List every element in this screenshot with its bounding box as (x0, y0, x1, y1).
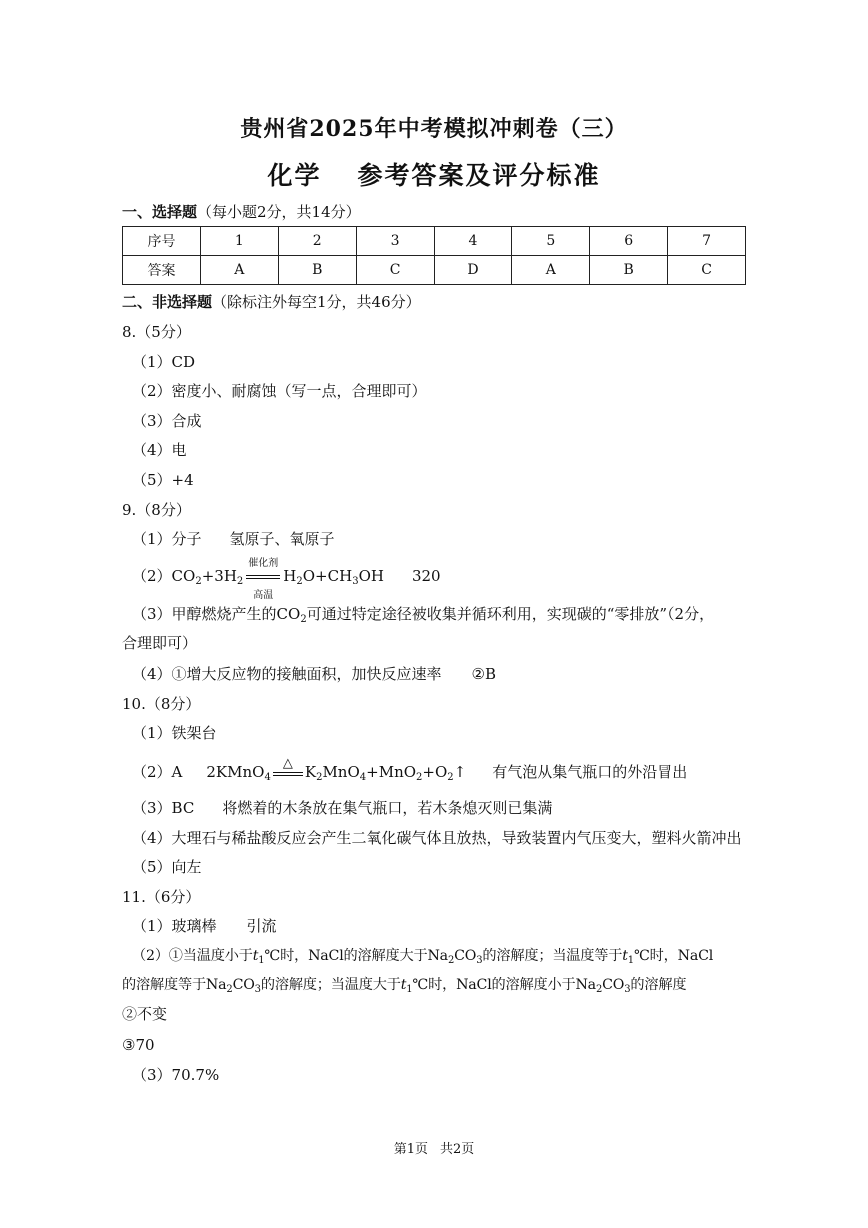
table-header-number: 序号 (123, 227, 201, 256)
q11-answer-2-part2: ②不变 (122, 1005, 168, 1023)
equation-text: MnO (322, 763, 360, 781)
subscript: 2 (447, 955, 455, 966)
condition-high-temp: 高温 (253, 590, 274, 601)
q9-answer-3-cont: 合理即可） (122, 634, 198, 652)
section1-header (122, 202, 361, 222)
table-cell: 3 (356, 227, 434, 256)
subscript: 2 (316, 772, 323, 783)
subscript: 3 (476, 955, 483, 966)
subscript: 2 (595, 984, 603, 995)
q11-answer-1 (132, 916, 277, 936)
q8-header: 8.（5分） (122, 323, 191, 341)
q10-a3-part2: 将燃着的木条放在集气瓶口，若木条熄灭则已集满 (222, 799, 553, 817)
q10-answer-2 (132, 756, 688, 783)
subscript: 1 (406, 984, 413, 995)
subtitle-text: 参考答案及评分标准 (357, 161, 601, 190)
table-cell: A (512, 256, 590, 285)
q10-header: 10.（8分） (122, 695, 201, 713)
subscript: 3 (254, 984, 261, 995)
table-cell: A (200, 256, 278, 285)
q11-text: ℃时，NaCl的溶解度大于Na (264, 948, 448, 964)
q11-answer-2-part3: ③70 (122, 1036, 155, 1054)
table-cell: D (434, 256, 512, 285)
q11-text: CO (454, 948, 477, 964)
table-header-answer: 答案 (123, 256, 201, 285)
equation-text: +MnO (366, 763, 417, 781)
q9-header: 9.（8分） (122, 501, 191, 519)
q9-a1-part2: 氢原子、氧原子 (229, 530, 335, 548)
subject-label: 化学 (267, 161, 322, 190)
q11-a1-part2: 引流 (246, 917, 277, 935)
q9-a2-value: 320 (411, 567, 441, 585)
q9-a2-text: H (283, 567, 297, 585)
table-cell: 4 (434, 227, 512, 256)
q10-answer-4: （4）大理石与稀盐酸反应会产生二氧化碳气体且放热，导致装置内气压变大，塑料火箭冲出 (132, 829, 742, 847)
subscript: 2 (416, 772, 423, 783)
q9-answer-3 (132, 604, 714, 624)
q9-a3-text: 可通过特定途径被收集并循环利用，实现碳的“零排放”（2分， (306, 605, 715, 623)
subscript: 1 (627, 955, 634, 966)
section2-lead: 二、非选择题 (122, 293, 213, 311)
q9-answer-2 (132, 558, 441, 601)
q10-answer-5: （5）向左 (132, 858, 202, 876)
q11-text: ℃时，NaCl的溶解度小于Na (412, 977, 596, 993)
section2-note: （除标注外每空1分，共46分） (212, 293, 421, 311)
subscript: 2 (300, 614, 307, 625)
subscript: 2 (236, 576, 244, 587)
q11-a1-part1: （1）玻璃棒 (132, 917, 217, 935)
q8-answer-2: （2）密度小、耐腐蚀（写一点，合理即可） (132, 382, 427, 400)
q11-text: ℃时，NaCl (633, 948, 714, 964)
q11-text: 的溶解度；当温度大于 (260, 977, 401, 993)
equation-text: K (304, 763, 317, 781)
page-total: 共2页 (440, 1142, 475, 1157)
table-row-numbers (123, 227, 746, 256)
q10-answer-1: （1）铁架台 (132, 724, 217, 742)
q11-text: （2）①当温度小于 (132, 948, 253, 964)
q11-text: 的溶解度等于Na (122, 977, 227, 993)
q9-a4-part1: （4）①增大反应物的接触面积，加快反应速率 (132, 665, 442, 683)
table-cell: 5 (512, 227, 590, 256)
q9-a2-text: O+CH (302, 567, 353, 585)
q9-a4-part2: ②B (471, 665, 497, 683)
q11-header: 11.（6分） (122, 888, 201, 906)
q10-a3-part1: （3）BC (132, 799, 195, 817)
q10-a2-part2: 有气泡从集气瓶口的外沿冒出 (492, 763, 688, 781)
table-row-answers (123, 256, 746, 285)
q11-answer-2-line2 (122, 975, 686, 995)
q11-answer-2-line1 (132, 946, 713, 966)
subscript: 3 (624, 984, 631, 995)
subscript: 4 (359, 772, 367, 783)
table-cell: B (590, 256, 668, 285)
table-cell: C (668, 256, 746, 285)
subscript: 2 (447, 772, 454, 783)
q9-a2-text: OH (358, 567, 384, 585)
subscript: 2 (296, 576, 303, 587)
table-cell: 1 (200, 227, 278, 256)
q9-a1-part1: （1）分子 (132, 530, 202, 548)
q8-answer-4: （4）电 (132, 441, 187, 459)
page-title: 贵州省2025年中考模拟冲刺卷（三） (240, 116, 628, 142)
equation-text: 2KMnO (206, 763, 265, 781)
q10-answer-3 (132, 798, 552, 818)
section1-note: （每小题2分，共14分） (197, 203, 361, 221)
table-cell: 6 (590, 227, 668, 256)
q9-answer-1 (132, 529, 335, 549)
equation-text: +O (422, 763, 448, 781)
section2-header (122, 292, 421, 312)
q11-text: 的溶解度；当温度等于 (482, 948, 623, 964)
page-number: 第1页 (393, 1142, 428, 1157)
q9-a2-text: +3H (201, 567, 237, 585)
heat-symbol: △ (282, 756, 293, 771)
page-footer (0, 1138, 868, 1157)
q9-a2-text: （2）CO (132, 567, 196, 585)
q11-text: CO (602, 977, 625, 993)
table-cell: C (356, 256, 434, 285)
table-cell: 7 (668, 227, 746, 256)
reaction-condition (246, 558, 280, 601)
q10-a2-part1: （2）A (132, 763, 183, 781)
gas-arrow: ↑ (453, 763, 467, 781)
subscript: 1 (258, 955, 265, 966)
section1-lead: 一、选择题 (122, 203, 198, 221)
q8-answer-1: （1）CD (132, 353, 196, 371)
reaction-condition (273, 756, 303, 783)
condition-catalyst: 催化剂 (248, 558, 279, 569)
subscript: 3 (352, 576, 359, 587)
subscript: 2 (226, 984, 233, 995)
answer-table (122, 226, 746, 285)
subscript: 2 (195, 576, 202, 587)
q11-text: CO (232, 977, 255, 993)
q8-answer-3: （3）合成 (132, 412, 202, 430)
q11-answer-3: （3）70.7% (132, 1066, 220, 1084)
q11-text: 的溶解度 (630, 977, 687, 993)
q9-a3-text: （3）甲醇燃烧产生的CO (132, 605, 301, 623)
subscript: 4 (264, 772, 271, 783)
temperature-symbol: t (400, 977, 407, 993)
q9-answer-4 (132, 664, 496, 684)
q8-answer-5: （5）+4 (132, 471, 194, 489)
temperature-symbol: t (252, 948, 259, 964)
table-cell: B (278, 256, 356, 285)
temperature-symbol: t (622, 948, 628, 964)
table-cell: 2 (278, 227, 356, 256)
page-subtitle (0, 156, 868, 192)
